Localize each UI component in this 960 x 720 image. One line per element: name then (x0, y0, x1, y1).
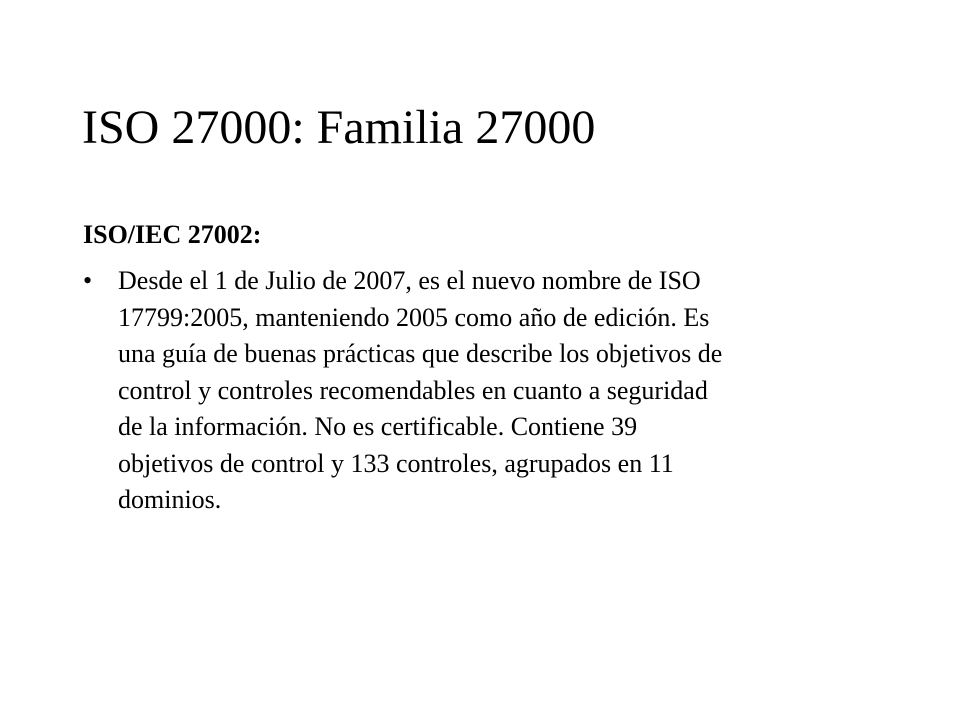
bullet-icon: • (83, 266, 93, 295)
bullet-text-line: de la información. No es certificable. Contiene 39 (118, 412, 638, 441)
slide-title: ISO 27000: Familia 27000 (82, 101, 596, 154)
bullet-text-line: 17799:2005, manteniendo 2005 como año de edición. Es (118, 302, 710, 332)
bullet-list (83, 263, 883, 519)
bullet-text-line: Desde el 1 de Julio de 2007, es el nuevo nombre de ISO (118, 266, 701, 295)
bullet-text-line: control y controles recomendables en cuanto a seguridad (118, 375, 708, 405)
bullet-text-line: dominios. (118, 485, 222, 514)
slide-subheading: ISO/IEC 27002: (83, 220, 262, 249)
bullet-item (83, 263, 883, 519)
bullet-text-line: objetivos de control y 133 controles, agrupados en 11 (118, 448, 674, 478)
bullet-text-line: una guía de buenas prácticas que describe los objetivos de (118, 339, 723, 368)
